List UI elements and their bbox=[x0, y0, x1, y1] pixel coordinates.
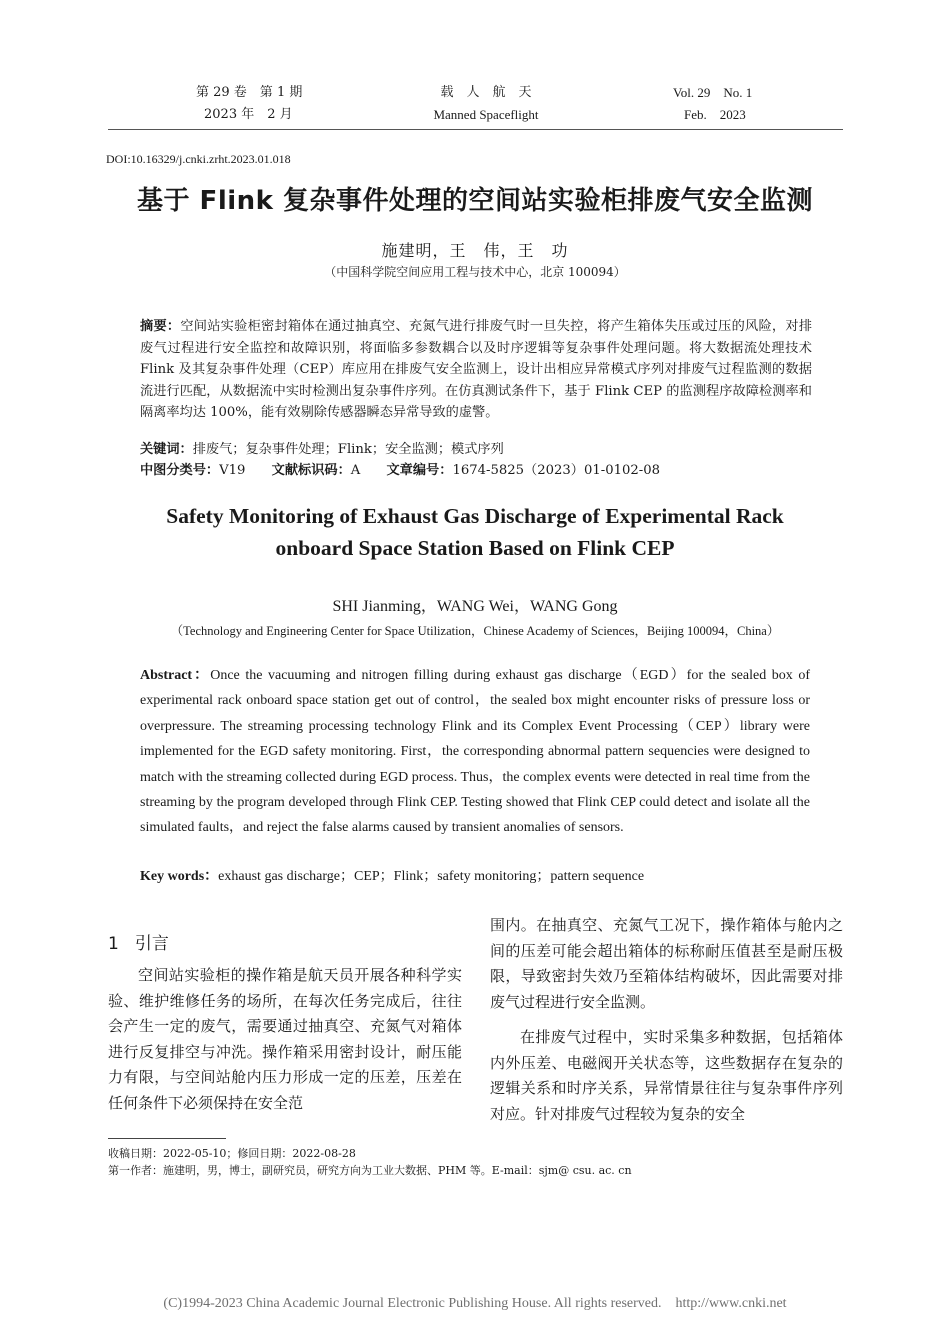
clc-label: 中图分类号： bbox=[140, 463, 220, 478]
header-journal-cn: 载 人 航 天 bbox=[440, 85, 532, 100]
copyright-notice: (C)1994-2023 China Academic Journal Electronic Publishing House. All rights reserved. http://www.cnki.net bbox=[163, 1296, 787, 1311]
body-paragraph: 空间站实验柜的操作箱是航天员开展各种科学实验、维护维修任务的场所，在每次任务完成后，往往会产生一定的废气，需要通过抽真空、充氮气对箱体进行反复排空与冲洗。操作箱采用密封设计，耐压能力有限，与空间站舱内压力形成一定的压差，压差在任何条件下必须保持在安全范 bbox=[108, 966, 462, 1112]
abstract-cn-text: 空间站实验柜密封箱体在通过抽真空、充氮气进行排废气时一旦失控，将产生箱体失压或过压的风险，对排废气过程进行安全监控和故障识别，将面临多参数耦合以及时序逻辑等复杂事件处理问题。将大数据流处理技术 Flink 及其复杂事件处理（CEP）库应用在排废气安全监测上，设计出相应异常模式序列对排废气过程监测的数据流进行匹配，从数据流中实时检测出复杂事件序列。在仿真测试条件下，基于 Flink CEP 的监测程序故障检测率和隔离率均达 100%，能有效剔除传感器瞬态异常导致的虚警。 bbox=[140, 319, 813, 420]
doi: DOI:10.16329/j.cnki.zrht.2023.01.018 bbox=[106, 152, 291, 166]
affiliation-cn: （中国科学院空间应用工程与技术中心，北京 100094） bbox=[324, 265, 626, 279]
abstract-cn bbox=[140, 316, 812, 424]
footnote-rule bbox=[108, 1138, 226, 1139]
body-column-right bbox=[490, 913, 843, 1127]
authors-en: SHI Jianming，WANG Wei，WANG Gong bbox=[332, 598, 618, 615]
abstract-en bbox=[140, 663, 810, 841]
title-en-line2: onboard Space Station Based on Flink CEP bbox=[275, 536, 675, 560]
authors-cn: 施建明，王 伟，王 功 bbox=[381, 241, 569, 260]
doc-code-label: 文献标识码： bbox=[271, 463, 351, 478]
section-number: 1 bbox=[108, 934, 119, 954]
footnote-author: 第一作者：施建明，男，博士，副研究员，研究方向为工业大数据、PHM 等。E-mail：sjm@ csu. ac. cn bbox=[108, 1164, 632, 1177]
header-journal-en: Manned Spaceflight bbox=[433, 107, 539, 122]
article-no-label: 文章编号： bbox=[386, 463, 453, 478]
title-cn: 基于 Flink 复杂事件处理的空间站实验柜排废气安全监测 bbox=[137, 186, 813, 216]
abstract-en-label: Abstract： bbox=[140, 668, 211, 683]
header-volume-cn: 第 29 卷 第 1 期 bbox=[196, 85, 303, 100]
abstract-en-text: Once the vacuuming and nitrogen filling during exhaust gas discharge（EGD）for the sealed box of experimental rack onboard space station get out of control，the sealed box might encounter risks of pressure loss or overpressure. The streaming processing technology Flink and its Complex Event Processing（CEP）library were implemented for the EGD safety monitoring. First，the corresponding abnormal pattern sequencies were designed to match with the streaming collected during EGD process. Thus，the complex events were detected in real time from the streaming by the program developed through Flink CEP. Testing showed that Flink CEP could detect and isolate all the simulated faults，and reject the false alarms caused by transient anomalies of sensors. bbox=[140, 668, 810, 836]
keywords-en-text: exhaust gas discharge；CEP；Flink；safety monitoring；pattern sequence bbox=[218, 869, 645, 884]
clc-value: V19 bbox=[219, 463, 246, 478]
abstract-cn-label: 摘要： bbox=[140, 319, 181, 334]
keywords-cn-text: 排废气；复杂事件处理；Flink；安全监测；模式序列 bbox=[192, 442, 504, 457]
body-paragraph: 围内。在抽真空、充氮气工况下，操作箱体与舱内之间的压差可能会超出箱体的标称耐压值甚至是耐压极限，导致密封失效乃至箱体结构破坏，因此需要对排废气过程进行安全监测。 bbox=[490, 916, 843, 1011]
footnote-dates: 收稿日期：2022-05-10；修回日期：2022-08-28 bbox=[108, 1147, 356, 1160]
body-column-left bbox=[108, 963, 462, 1116]
keywords-cn bbox=[140, 439, 812, 460]
article-no-value: 1674-5825（2023）01-0102-08 bbox=[452, 463, 660, 478]
keywords-cn-label: 关键词： bbox=[140, 442, 193, 457]
footnote bbox=[108, 1145, 843, 1179]
doc-code-value: A bbox=[350, 463, 361, 478]
title-en bbox=[0, 500, 950, 564]
section-title: 引言 bbox=[134, 934, 169, 954]
classification-line bbox=[140, 460, 812, 481]
keywords-en-label: Key words： bbox=[140, 869, 219, 884]
section-heading bbox=[108, 929, 169, 954]
affiliation-en: （Technology and Engineering Center for Space Utilization，Chinese Academy of Sciences，Beijing 100094，China） bbox=[170, 624, 780, 638]
header-date-cn: 2023 年 2 月 bbox=[204, 107, 293, 122]
title-en-line1: Safety Monitoring of Exhaust Gas Discharge of Experimental Rack bbox=[166, 504, 784, 528]
keywords-en bbox=[140, 866, 810, 888]
body-paragraph: 在排废气过程中，实时采集多种数据，包括箱体内外压差、电磁阀开关状态等，这些数据存在复杂的逻辑关系和时序关系，异常情景往往与复杂事件序列对应。针对排废气过程较为复杂的安全 bbox=[490, 1028, 843, 1123]
header-rule bbox=[108, 129, 843, 130]
header-volume-en: Vol. 29 No. 1 bbox=[673, 85, 753, 100]
header-date-en: Feb. 2023 bbox=[684, 107, 746, 122]
